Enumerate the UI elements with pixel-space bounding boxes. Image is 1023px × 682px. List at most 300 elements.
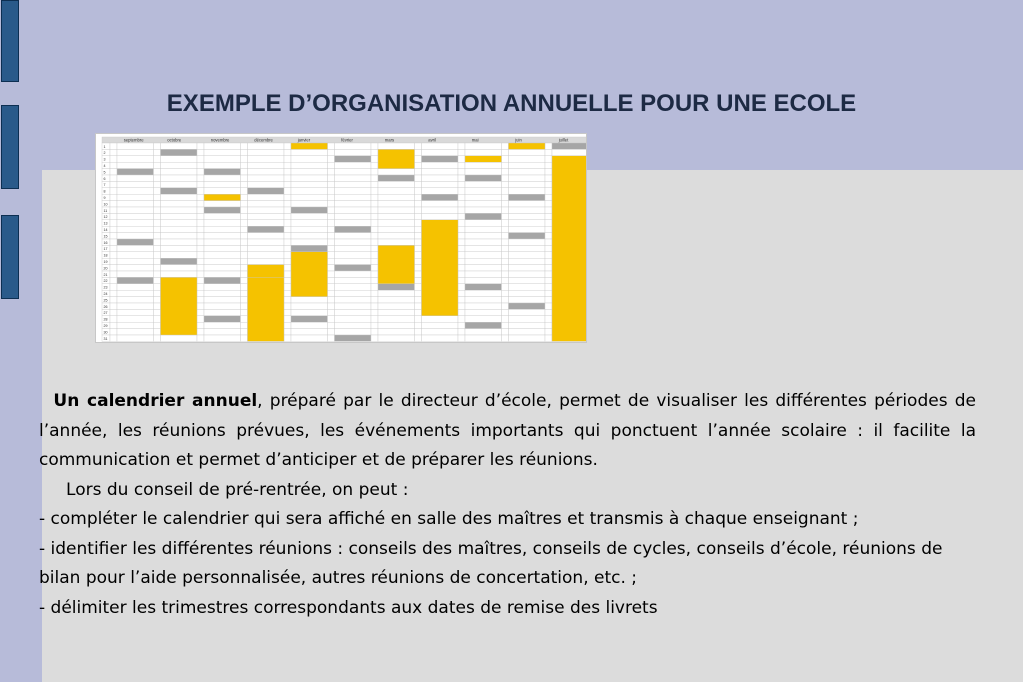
calendar-day-cell xyxy=(509,303,546,309)
calendar-day-cell xyxy=(161,335,198,341)
calendar-weekday-cell xyxy=(415,271,422,277)
calendar-day-cell xyxy=(335,252,372,258)
calendar-weekday-cell xyxy=(545,220,552,226)
calendar-weekday-cell xyxy=(110,239,117,245)
calendar-day-cell xyxy=(117,239,154,245)
calendar-weekday-cell xyxy=(371,226,378,232)
calendar-weekday-cell xyxy=(458,169,465,175)
calendar-weekday-cell xyxy=(415,169,422,175)
calendar-day-cell xyxy=(117,303,154,309)
calendar-day-cell xyxy=(291,201,328,207)
calendar-weekday-cell xyxy=(328,226,335,232)
calendar-weekday-cell xyxy=(284,284,291,290)
calendar-weekday-cell xyxy=(502,277,509,283)
calendar-day-cell xyxy=(335,329,372,335)
calendar-weekday-cell xyxy=(110,149,117,155)
calendar-day-cell xyxy=(335,239,372,245)
calendar-weekday-cell xyxy=(545,213,552,219)
calendar-day-cell xyxy=(248,188,285,194)
calendar-day-cell xyxy=(117,188,154,194)
calendar-month-label: janvier xyxy=(297,137,311,143)
calendar-day-cell xyxy=(291,175,328,181)
calendar-month-label: octobre xyxy=(167,137,182,143)
calendar-day-cell xyxy=(161,252,198,258)
calendar-weekday-cell xyxy=(241,156,248,162)
calendar-weekday-cell xyxy=(154,156,161,162)
calendar-day-cell xyxy=(117,175,154,181)
calendar-day-cell xyxy=(509,169,546,175)
calendar-day-cell xyxy=(465,149,502,155)
calendar-day-cell xyxy=(291,245,328,251)
calendar-weekday-cell xyxy=(458,316,465,322)
calendar-weekday-cell xyxy=(415,284,422,290)
calendar-holiday-block xyxy=(552,156,587,342)
calendar-day-number: 11 xyxy=(103,208,108,213)
calendar-month-label: juillet xyxy=(558,137,569,143)
bullet-delimiter: - délimiter les trimestres correspondants aux dates de remise des livrets xyxy=(39,597,658,618)
calendar-weekday-cell xyxy=(241,233,248,239)
calendar-day-cell xyxy=(204,175,241,181)
calendar-day-cell xyxy=(204,226,241,232)
calendar-weekday-cell xyxy=(545,265,552,271)
calendar-day-cell xyxy=(161,162,198,168)
calendar-weekday-cell xyxy=(154,335,161,341)
calendar-day-cell xyxy=(465,207,502,213)
calendar-day-cell xyxy=(248,258,285,264)
calendar-weekday-cell xyxy=(197,258,204,264)
calendar-weekday-cell xyxy=(502,258,509,264)
calendar-day-cell xyxy=(465,258,502,264)
calendar-month-label: avril xyxy=(428,137,436,143)
calendar-day-cell xyxy=(335,207,372,213)
calendar-weekday-cell xyxy=(502,169,509,175)
calendar-weekday-cell xyxy=(197,252,204,258)
calendar-day-cell xyxy=(465,162,502,168)
calendar-weekday-cell xyxy=(284,265,291,271)
calendar-day-cell xyxy=(291,226,328,232)
calendar-weekday-cell xyxy=(241,265,248,271)
calendar-weekday-cell xyxy=(415,213,422,219)
calendar-weekday-cell xyxy=(545,297,552,303)
calendar-day-cell xyxy=(117,226,154,232)
calendar-day-cell xyxy=(378,220,415,226)
calendar-day-cell xyxy=(465,220,502,226)
calendar-day-cell xyxy=(378,290,415,296)
calendar-day-cell xyxy=(335,258,372,264)
calendar-weekday-cell xyxy=(197,290,204,296)
calendar-day-number: 31 xyxy=(103,336,108,341)
calendar-day-cell xyxy=(465,322,502,328)
calendar-weekday-cell xyxy=(328,303,335,309)
calendar-weekday-cell xyxy=(154,277,161,283)
calendar-day-cell xyxy=(204,233,241,239)
calendar-day-cell xyxy=(509,149,546,155)
calendar-weekday-cell xyxy=(154,303,161,309)
calendar-weekday-cell xyxy=(502,335,509,341)
calendar-weekday-cell xyxy=(241,175,248,181)
calendar-weekday-cell xyxy=(284,156,291,162)
calendar-day-cell xyxy=(509,213,546,219)
calendar-weekday-cell xyxy=(545,226,552,232)
calendar-weekday-cell xyxy=(371,290,378,296)
calendar-day-cell xyxy=(465,233,502,239)
calendar-weekday-cell xyxy=(502,175,509,181)
calendar-day-cell xyxy=(422,207,459,213)
calendar-day-number: 10 xyxy=(103,202,108,207)
calendar-weekday-cell xyxy=(458,258,465,264)
calendar-day-number: 7 xyxy=(103,183,106,188)
calendar-weekday-cell xyxy=(371,181,378,187)
calendar-day-cell xyxy=(335,226,372,232)
calendar-weekday-cell xyxy=(110,284,117,290)
calendar-weekday-cell xyxy=(371,329,378,335)
calendar-weekday-cell xyxy=(328,156,335,162)
calendar-weekday-cell xyxy=(371,271,378,277)
calendar-weekday-cell xyxy=(197,143,204,149)
calendar-day-cell xyxy=(204,181,241,187)
calendar-day-cell xyxy=(465,252,502,258)
calendar-day-number: 30 xyxy=(103,330,108,335)
calendar-day-cell xyxy=(465,201,502,207)
calendar-day-cell xyxy=(117,271,154,277)
calendar-weekday-cell xyxy=(415,207,422,213)
calendar-weekday-cell xyxy=(241,143,248,149)
calendar-weekday-cell xyxy=(284,220,291,226)
calendar-day-cell xyxy=(248,233,285,239)
calendar-day-cell xyxy=(509,297,546,303)
calendar-day-number: 25 xyxy=(103,298,108,303)
calendar-weekday-cell xyxy=(545,169,552,175)
calendar-day-cell xyxy=(204,284,241,290)
calendar-weekday-cell xyxy=(415,162,422,168)
calendar-weekday-cell xyxy=(545,175,552,181)
calendar-weekday-cell xyxy=(328,143,335,149)
calendar-day-cell xyxy=(422,322,459,328)
calendar-day-number: 9 xyxy=(103,196,106,200)
calendar-day-cell xyxy=(509,309,546,315)
calendar-day-cell xyxy=(291,194,328,200)
calendar-day-cell xyxy=(204,220,241,226)
calendar-day-cell xyxy=(204,303,241,309)
calendar-weekday-cell xyxy=(241,149,248,155)
calendar-day-cell xyxy=(509,175,546,181)
calendar-day-number: 15 xyxy=(103,234,108,239)
calendar-weekday-cell xyxy=(284,194,291,200)
calendar-day-cell xyxy=(335,297,372,303)
calendar-day-cell xyxy=(335,277,372,283)
calendar-weekday-cell xyxy=(502,201,509,207)
calendar-weekday-cell xyxy=(197,271,204,277)
calendar-weekday-cell xyxy=(371,258,378,264)
calendar-weekday-cell xyxy=(328,290,335,296)
calendar-weekday-cell xyxy=(458,309,465,315)
calendar-day-cell xyxy=(204,271,241,277)
calendar-day-number: 3 xyxy=(103,157,106,162)
calendar-day-cell xyxy=(248,201,285,207)
calendar-day-cell xyxy=(465,284,502,290)
calendar-weekday-cell xyxy=(415,239,422,245)
calendar-weekday-cell xyxy=(458,207,465,213)
calendar-weekday-cell xyxy=(545,271,552,277)
calendar-day-cell xyxy=(335,335,372,341)
calendar-weekday-cell xyxy=(241,162,248,168)
calendar-weekday-cell xyxy=(197,265,204,271)
calendar-weekday-cell xyxy=(328,207,335,213)
calendar-day-number: 1 xyxy=(103,144,106,149)
calendar-weekday-cell xyxy=(110,194,117,200)
calendar-day-cell xyxy=(204,245,241,251)
calendar-weekday-cell xyxy=(241,245,248,251)
calendar-day-cell xyxy=(248,245,285,251)
calendar-weekday-cell xyxy=(110,188,117,194)
calendar-day-cell xyxy=(509,201,546,207)
calendar-weekday-cell xyxy=(110,169,117,175)
calendar-day-cell xyxy=(422,188,459,194)
calendar-weekday-cell xyxy=(197,149,204,155)
calendar-weekday-cell xyxy=(241,201,248,207)
calendar-weekday-cell xyxy=(328,220,335,226)
calendar-day-cell xyxy=(204,290,241,296)
calendar-day-cell xyxy=(422,175,459,181)
calendar-weekday-cell xyxy=(502,322,509,328)
calendar-weekday-cell xyxy=(284,316,291,322)
calendar-day-cell xyxy=(117,335,154,341)
calendar-day-number: 22 xyxy=(103,279,108,284)
calendar-day-cell xyxy=(161,207,198,213)
calendar-day-cell xyxy=(291,213,328,219)
calendar-weekday-cell xyxy=(458,143,465,149)
calendar-day-cell xyxy=(509,245,546,251)
calendar-day-cell xyxy=(117,284,154,290)
calendar-weekday-cell xyxy=(328,188,335,194)
calendar-day-cell xyxy=(378,329,415,335)
calendar-weekday-cell xyxy=(458,252,465,258)
calendar-weekday-cell xyxy=(502,329,509,335)
calendar-weekday-cell xyxy=(284,207,291,213)
calendar-weekday-cell xyxy=(197,316,204,322)
calendar-holiday-block xyxy=(161,277,198,335)
calendar-weekday-cell xyxy=(415,277,422,283)
calendar-weekday-cell xyxy=(110,175,117,181)
calendar-weekday-cell xyxy=(197,201,204,207)
calendar-day-cell xyxy=(509,265,546,271)
calendar-weekday-cell xyxy=(371,169,378,175)
calendar-weekday-cell xyxy=(154,181,161,187)
calendar-weekday-cell xyxy=(545,143,552,149)
calendar-day-cell xyxy=(509,252,546,258)
calendar-weekday-cell xyxy=(197,169,204,175)
calendar-weekday-cell xyxy=(328,149,335,155)
calendar-day-cell xyxy=(335,156,372,162)
calendar-weekday-cell xyxy=(154,316,161,322)
calendar-weekday-cell xyxy=(154,322,161,328)
calendar-weekday-cell xyxy=(154,284,161,290)
calendar-weekday-cell xyxy=(241,309,248,315)
calendar-day-cell xyxy=(204,335,241,341)
calendar-weekday-cell xyxy=(502,265,509,271)
calendar-day-number: 13 xyxy=(103,221,108,226)
calendar-day-cell xyxy=(204,239,241,245)
calendar-day-cell xyxy=(422,335,459,341)
calendar-day-cell xyxy=(335,181,372,187)
calendar-weekday-cell xyxy=(241,322,248,328)
calendar-day-cell xyxy=(248,156,285,162)
calendar-day-cell xyxy=(378,201,415,207)
calendar-weekday-cell xyxy=(110,265,117,271)
calendar-day-number: 19 xyxy=(103,260,108,264)
calendar-day-cell xyxy=(422,316,459,322)
calendar-weekday-cell xyxy=(458,290,465,296)
calendar-weekday-cell xyxy=(415,265,422,271)
calendar-day-cell xyxy=(378,284,415,290)
calendar-weekday-cell xyxy=(458,220,465,226)
calendar-weekday-cell xyxy=(371,265,378,271)
body-text xyxy=(39,387,976,623)
calendar-weekday-cell xyxy=(284,233,291,239)
calendar-day-cell xyxy=(248,194,285,200)
calendar-day-cell xyxy=(465,188,502,194)
calendar-weekday-cell xyxy=(241,239,248,245)
calendar-weekday-cell xyxy=(415,309,422,315)
calendar-day-cell xyxy=(509,258,546,264)
calendar-weekday-cell xyxy=(110,207,117,213)
calendar-day-number: 6 xyxy=(103,176,106,181)
calendar-weekday-cell xyxy=(545,335,552,341)
calendar-weekday-cell xyxy=(371,233,378,239)
calendar-day-cell xyxy=(422,213,459,219)
calendar-day-cell xyxy=(117,245,154,251)
calendar-day-cell xyxy=(335,194,372,200)
calendar-day-number: 29 xyxy=(103,324,108,328)
calendar-day-cell xyxy=(117,290,154,296)
calendar-weekday-cell xyxy=(545,258,552,264)
calendar-day-cell xyxy=(161,188,198,194)
calendar-weekday-cell xyxy=(284,271,291,277)
calendar-day-cell xyxy=(117,181,154,187)
calendar-day-cell xyxy=(465,175,502,181)
calendar-weekday-cell xyxy=(502,220,509,226)
calendar-day-number: 28 xyxy=(103,317,108,322)
calendar-day-cell xyxy=(552,143,587,149)
calendar-day-cell xyxy=(509,335,546,341)
calendar-day-cell xyxy=(378,175,415,181)
calendar-day-cell xyxy=(204,169,241,175)
calendar-weekday-cell xyxy=(328,175,335,181)
calendar-day-cell xyxy=(291,316,328,322)
calendar-weekday-cell xyxy=(458,277,465,283)
calendar-weekday-cell xyxy=(197,335,204,341)
calendar-day-cell xyxy=(509,233,546,239)
calendar-day-cell xyxy=(117,207,154,213)
intro-rest: , préparé par le directeur d’école, permet de visualiser les différentes périodes de l’année, les réunions prévues, les événements importants qui ponctuent l’année scolaire : il facilite la communication et permet d’anticiper et de préparer les réunions. xyxy=(39,391,976,470)
calendar-holiday-block xyxy=(204,194,241,200)
calendar-weekday-cell xyxy=(328,277,335,283)
calendar-day-cell xyxy=(509,284,546,290)
bullet-identifier: - identifier les différentes réunions : conseils des maîtres, conseils de cycles, conseils d’école, réunions de bilan pour l’aide personnalisée, autres réunions de concertation, etc. ; xyxy=(39,538,943,588)
calendar-day-cell xyxy=(509,194,546,200)
calendar-day-cell xyxy=(291,162,328,168)
calendar-day-cell xyxy=(378,239,415,245)
calendar-day-cell xyxy=(117,265,154,271)
calendar-day-cell xyxy=(248,169,285,175)
calendar-day-cell xyxy=(378,213,415,219)
calendar-holiday-block xyxy=(291,252,328,297)
calendar-day-cell xyxy=(291,233,328,239)
calendar-weekday-cell xyxy=(284,213,291,219)
calendar-day-cell xyxy=(378,297,415,303)
calendar-day-cell xyxy=(204,297,241,303)
calendar-weekday-cell xyxy=(415,245,422,251)
calendar-day-cell xyxy=(509,188,546,194)
calendar-day-cell xyxy=(335,233,372,239)
calendar-weekday-cell xyxy=(110,143,117,149)
calendar-weekday-cell xyxy=(458,162,465,168)
calendar-day-cell xyxy=(117,201,154,207)
calendar-weekday-cell xyxy=(284,309,291,315)
calendar-day-cell xyxy=(335,175,372,181)
calendar-day-cell xyxy=(291,156,328,162)
calendar-weekday-cell xyxy=(502,309,509,315)
calendar-weekday-cell xyxy=(545,322,552,328)
calendar-day-cell xyxy=(465,303,502,309)
calendar-month-label: décembre xyxy=(254,137,273,143)
calendar-weekday-cell xyxy=(284,162,291,168)
calendar-day-cell xyxy=(335,213,372,219)
calendar-day-cell xyxy=(378,169,415,175)
calendar-weekday-cell xyxy=(502,233,509,239)
calendar-day-cell xyxy=(117,149,154,155)
calendar-weekday-cell xyxy=(110,271,117,277)
calendar-weekday-cell xyxy=(415,226,422,232)
calendar-weekday-cell xyxy=(502,149,509,155)
calendar-weekday-cell xyxy=(328,322,335,328)
calendar-weekday-cell xyxy=(502,239,509,245)
calendar-weekday-cell xyxy=(328,162,335,168)
calendar-day-cell xyxy=(465,329,502,335)
calendar-weekday-cell xyxy=(241,226,248,232)
calendar-weekday-cell xyxy=(545,233,552,239)
calendar-weekday-cell xyxy=(328,201,335,207)
calendar-weekday-cell xyxy=(502,245,509,251)
calendar-weekday-cell xyxy=(545,245,552,251)
calendar-weekday-cell xyxy=(458,271,465,277)
calendar-day-cell xyxy=(161,265,198,271)
calendar-weekday-cell xyxy=(284,258,291,264)
calendar-weekday-cell xyxy=(110,213,117,219)
calendar-weekday-cell xyxy=(154,290,161,296)
calendar-day-cell xyxy=(117,322,154,328)
calendar-weekday-cell xyxy=(371,284,378,290)
calendar-weekday-cell xyxy=(545,201,552,207)
calendar-day-cell xyxy=(291,181,328,187)
calendar-holiday-block xyxy=(465,156,502,162)
calendar-weekday-cell xyxy=(371,335,378,341)
left-bar-1 xyxy=(1,0,19,82)
calendar-day-cell xyxy=(291,188,328,194)
calendar-weekday-cell xyxy=(415,290,422,296)
calendar-weekday-cell xyxy=(154,297,161,303)
calendar-weekday-cell xyxy=(197,181,204,187)
calendar-day-cell xyxy=(161,220,198,226)
calendar-day-cell xyxy=(378,233,415,239)
calendar-day-cell xyxy=(291,220,328,226)
calendar-weekday-cell xyxy=(110,220,117,226)
paragraph-conseil xyxy=(39,476,976,506)
calendar-day-cell xyxy=(117,297,154,303)
calendar-day-cell xyxy=(117,169,154,175)
calendar-weekday-cell xyxy=(284,277,291,283)
calendar-weekday-cell xyxy=(415,175,422,181)
